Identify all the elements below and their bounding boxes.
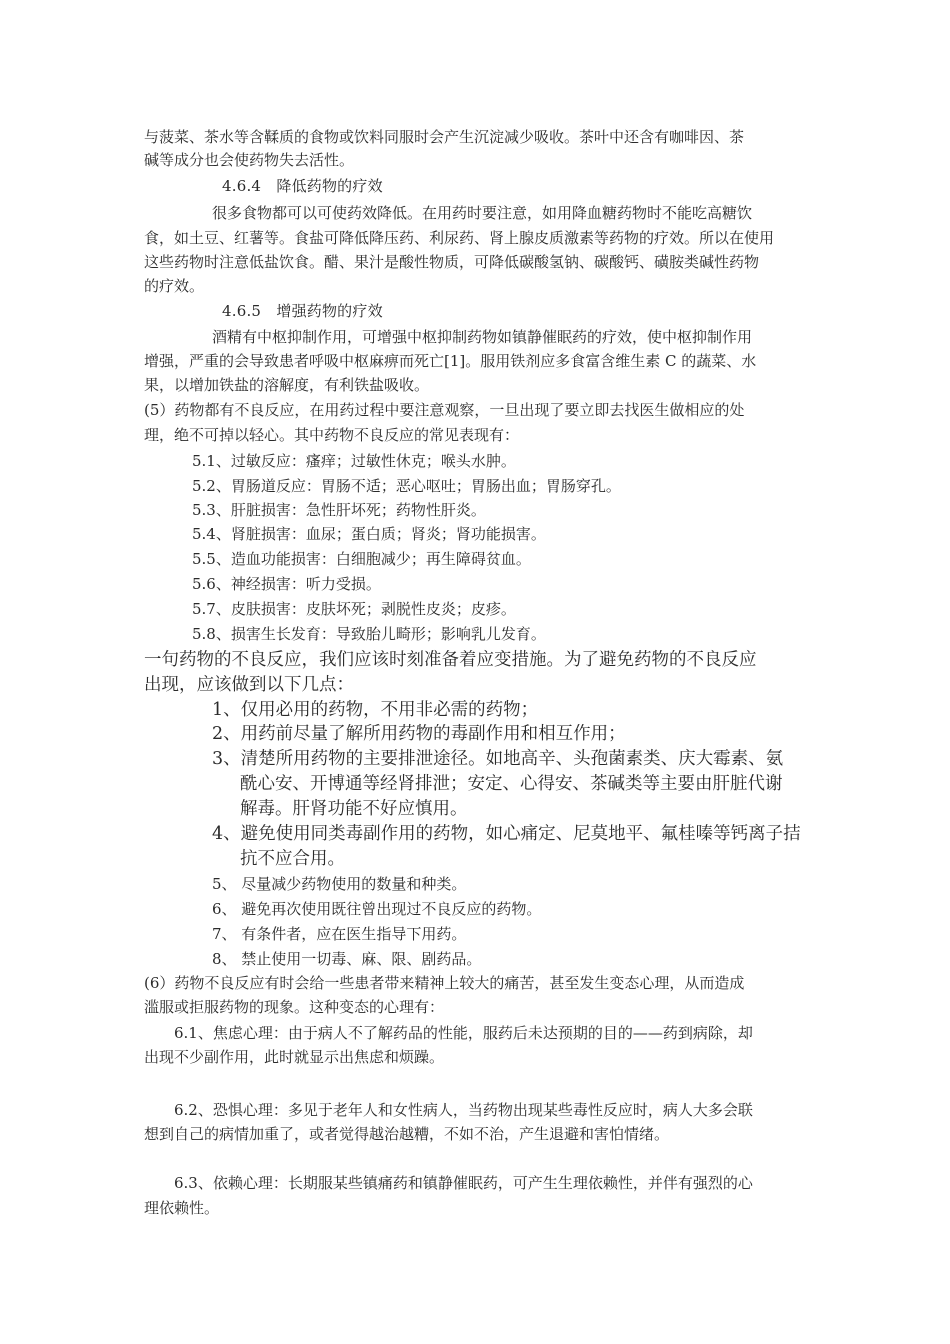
paragraph-line: 的疗效。 [144, 277, 205, 295]
paragraph-line: 一句药物的不良反应，我们应该时刻准备着应变措施。为了避免药物的不良反应 [144, 650, 757, 670]
list-item: 1、仅用必用的药物，不用非必需的药物； [212, 700, 539, 720]
paragraph-line: 很多食物都可以可使药效降低。在用药时要注意，如用降血糖药物时不能吃高糖饮 [212, 204, 753, 222]
intro-line: 与菠菜、茶水等含鞣质的食物或饮料同服时会产生沉淀减少吸收。茶叶中还含有咖啡因、茶 [144, 128, 745, 146]
list-item-continuation: 解毒。肝肾功能不好应慎用。 [240, 799, 468, 819]
section-heading-4-6-5: 4.6.5 增强药物的疗效 [222, 302, 383, 320]
list-item: 5.2、胃肠道反应：胃肠不适；恶心呕吐；胃肠出血；胃肠穿孔。 [192, 477, 621, 495]
paragraph-line: 6.3、依赖心理：长期服某些镇痛药和镇静催眠药，可产生生理依赖性，并伴有强烈的心 [174, 1174, 753, 1192]
list-item: 5.8、损害生长发育：导致胎儿畸形；影响乳儿发育。 [192, 625, 546, 643]
list-item: 2、用药前尽量了解所用药物的毒副作用和相互作用； [212, 724, 626, 744]
list-item: 5.4、肾脏损害：血尿；蛋白质；肾炎；肾功能损害。 [192, 525, 546, 543]
list-item: 7、 有条件者，应在医生指导下用药。 [212, 925, 467, 943]
paragraph-line: 出现不少副作用，此时就显示出焦虑和烦躁。 [144, 1048, 445, 1066]
paragraph-line: 滥服或拒服药物的现象。这种变态的心理有： [144, 998, 445, 1016]
paragraph-line: 这些药物时注意低盐饮食。醋、果汁是酸性物质，可降低碳酸氢钠、碳酸钙、磺胺类碱性药物 [144, 253, 760, 271]
list-item: 5.6、神经损害：听力受损。 [192, 575, 381, 593]
paragraph-line: 增强，严重的会导致患者呼吸中枢麻痹而死亡[1]。服用铁剂应多食富含维生素 C 的蔬菜、水 [144, 352, 757, 370]
paragraph-line: (6）药物不良反应有时会给一些患者带来精神上较大的痛苦，甚至发生变态心理，从而造成 [144, 974, 745, 992]
section-heading-4-6-4: 4.6.4 降低药物的疗效 [222, 177, 383, 195]
paragraph-line: 6.2、恐惧心理：多见于老年人和女性病人，当药物出现某些毒性反应时，病人大多会联 [174, 1101, 753, 1119]
paragraph-line: (5）药物都有不良反应，在用药过程中要注意观察，一旦出现了要立即去找医生做相应的处 [144, 401, 745, 419]
list-item: 5.1、过敏反应：瘙痒；过敏性休克；喉头水肿。 [192, 452, 516, 470]
list-item: 5.7、皮肤损害：皮肤坏死；剥脱性皮炎；皮疹。 [192, 600, 516, 618]
paragraph-line: 想到自己的病情加重了，或者觉得越治越糟，不如不治，产生退避和害怕情绪。 [144, 1125, 670, 1143]
list-item: 5.5、造血功能损害：白细胞减少；再生障碍贫血。 [192, 550, 531, 568]
paragraph-line: 果，以增加铁盐的溶解度，有利铁盐吸收。 [144, 376, 430, 394]
list-item: 4、避免使用同类毒副作用的药物，如心痛定、尼莫地平、氟桂嗪等钙离子拮 [212, 824, 801, 844]
paragraph-line: 6.1、焦虑心理：由于病人不了解药品的性能，服药后未达预期的目的——药到病除，却 [174, 1024, 753, 1042]
paragraph-line: 酒精有中枢抑制作用，可增强中枢抑制药物如镇静催眠药的疗效，使中枢抑制作用 [212, 328, 753, 346]
list-item: 3、清楚所用药物的主要排泄途径。如地高辛、头孢菌素类、庆大霉素、氨 [212, 749, 784, 769]
list-item: 5.3、肝脏损害：急性肝坏死；药物性肝炎。 [192, 501, 486, 519]
list-item-continuation: 抗不应合用。 [240, 849, 345, 869]
paragraph-line: 理，绝不可掉以轻心。其中药物不良反应的常见表现有： [144, 426, 520, 444]
list-item-continuation: 酰心安、开博通等经肾排泄；安定、心得安、茶碱类等主要由肝脏代谢 [240, 774, 783, 794]
intro-line: 碱等成分也会使药物失去活性。 [144, 151, 355, 169]
paragraph-line: 食，如土豆、红薯等。食盐可降低降压药、利尿药、肾上腺皮质激素等药物的疗效。所以在使用 [144, 229, 775, 247]
list-item: 6、 避免再次使用既往曾出现过不良反应的药物。 [212, 900, 542, 918]
paragraph-line: 理依赖性。 [144, 1199, 220, 1217]
paragraph-line: 出现，应该做到以下几点： [144, 675, 354, 695]
list-item: 5、 尽量减少药物使用的数量和种类。 [212, 875, 467, 893]
list-item: 8、 禁止使用一切毒、麻、限、剧药品。 [212, 950, 482, 968]
